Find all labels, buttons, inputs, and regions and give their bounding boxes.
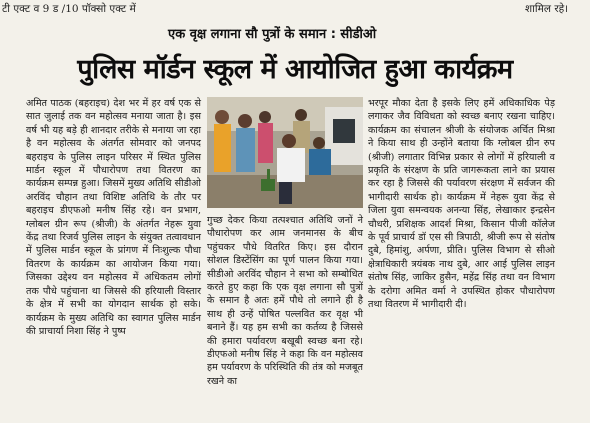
- previous-article-tail: टी एक्ट व 9 ड /10 पॉक्सो एक्ट में: [2, 3, 136, 15]
- article-column-3: भरपूर मौका देता है इसके लिए हमें अधिकाधिक पेड़ लगाकर जैव विविधता को स्वच्छ बनाए रखना चाहिए। कार्यक्रम का संचालन श्रीजी के संयोजक अर्चित मिश्रा ने किया साथ ही उन्होंने बताया कि ग्लोबल ग्रीन रुप (श्रीजी) लगातार विभिन्न प्रकार से लोगों में हरियाली व प्रकृति के संरक्षण के प्रति जागरूकता लाने का प्रयास कर रहा है जिससे की पर्यावरण संरक्षण में सर्वजन की भागीदारी सार्थक हो। कार्यक्रम में नेहरू युवा केंद्र से जिला युवा समन्वयक अनन्या सिंह, लेखाकार इन्द्रसेन चौधरी, प्रशिक्षक आदर्श मिश्रा, किसान पीजी कॉलेज के पूर्व प्राचार्य डॉ एस सी त्रिपाठी, श्रीजी रूप से संतोष दुबे, हिमांशु, अर्पणा, प्रीति। पुलिस विभाग से सीओ क्षेत्राधिकारी त्रयंबक नाथ दुबे, आर आई पुलिस लाइन संतोष सिंह, जाकिर हुसैन, महेंद्र सिंह तथा वन विभाग के दरोगा अमित वर्मा ने उपस्थित होकर पौधारोपण तथा वितरण में भागीदारी दी।: [368, 98, 555, 311]
- article-headline: पुलिस मॉर्डन स्कूल में आयोजित हुआ कार्यक्रम: [77, 54, 513, 85]
- top-strip: [0, 0, 590, 20]
- article-column-2: गुच्छ देकर किया तत्पश्चात अतिथि जनों ने पौधारोपण कर आम जनमानस के बीच पहुंचकर पौधे वितरित किए। इस दौरान सोशल डिस्टेंसिंग का पूर्ण पालन किया गया। सीडीओ अरविंद चौहान ने सभा को सम्बोधित करते हुए कहा कि एक वृक्ष लगाना सौ पुत्रों के समान है अतः हमें पौधे तो लगाने ही है साथ ही उन्हें पोषित पल्लवित कर वृक्ष भी बनाने हैं। यह हम सभी का कर्तव्य है जिससे की हमारा पर्यावरण बखूबी स्वच्छ बना रहे। डीएफओ मनीष सिंह ने कहा कि वन महोत्सव हम पर्यावरण के परिस्थिति की तंत्र को मजबूत रखने का: [207, 215, 363, 387]
- article-kicker: एक वृक्ष लगाना सौ पुत्रों के समान : सीडीओ: [168, 27, 377, 42]
- previous-article-tail-right: शामिल रहे।: [525, 3, 569, 15]
- article-column-1: अमित पाठक (बहराइच) देश भर में हर वर्ष एक से सात जुलाई तक वन महोत्सव मनाया जाता है। इस वर्ष भी यह बड़े ही शानदार तरीके से मनाया जा रहा है वन महोत्सव के अंतर्गत सोमवार को जनपद बहराइच के पुलिस लाइन परिसर में स्थित पुलिस मार्डन स्कूल में पौधारोपण तथा वितरण का कार्यक्रम सम्पन्न हुआ। जिसमें मुख्य अतिथि सीडीओ अरविंद चौहान तथा विशिष्ट अतिथि के तौर पर बहराइच डीएफओ मनीष सिंह रहे। वन प्रभाग, ग्लोबल ग्रीन रूप (श्रीजी) के अंतर्गत नेहरू युवा केंद्र तथा रिजर्व पुलिस लाइन के संयुक्त तत्वावधान में पुलिस मार्डन स्कूल के प्रांगण में निःशुल्क पौधा वितरण के कार्यक्रम का आयोजन किया गया। जिसका उद्देश्य वन महोत्सव में अधिकतम लोगों तक पौधे पहुंचाना था जिससे की हरियाली विस्तार के क्षेत्र में सभी का योगदान सार्थक हो सके। कार्यक्रम के मुख्य अतिथि का स्वागत पुलिस मार्डन की प्राचार्या निशा सिंह ने पुष्प: [26, 98, 201, 337]
- article-photo: [207, 97, 363, 208]
